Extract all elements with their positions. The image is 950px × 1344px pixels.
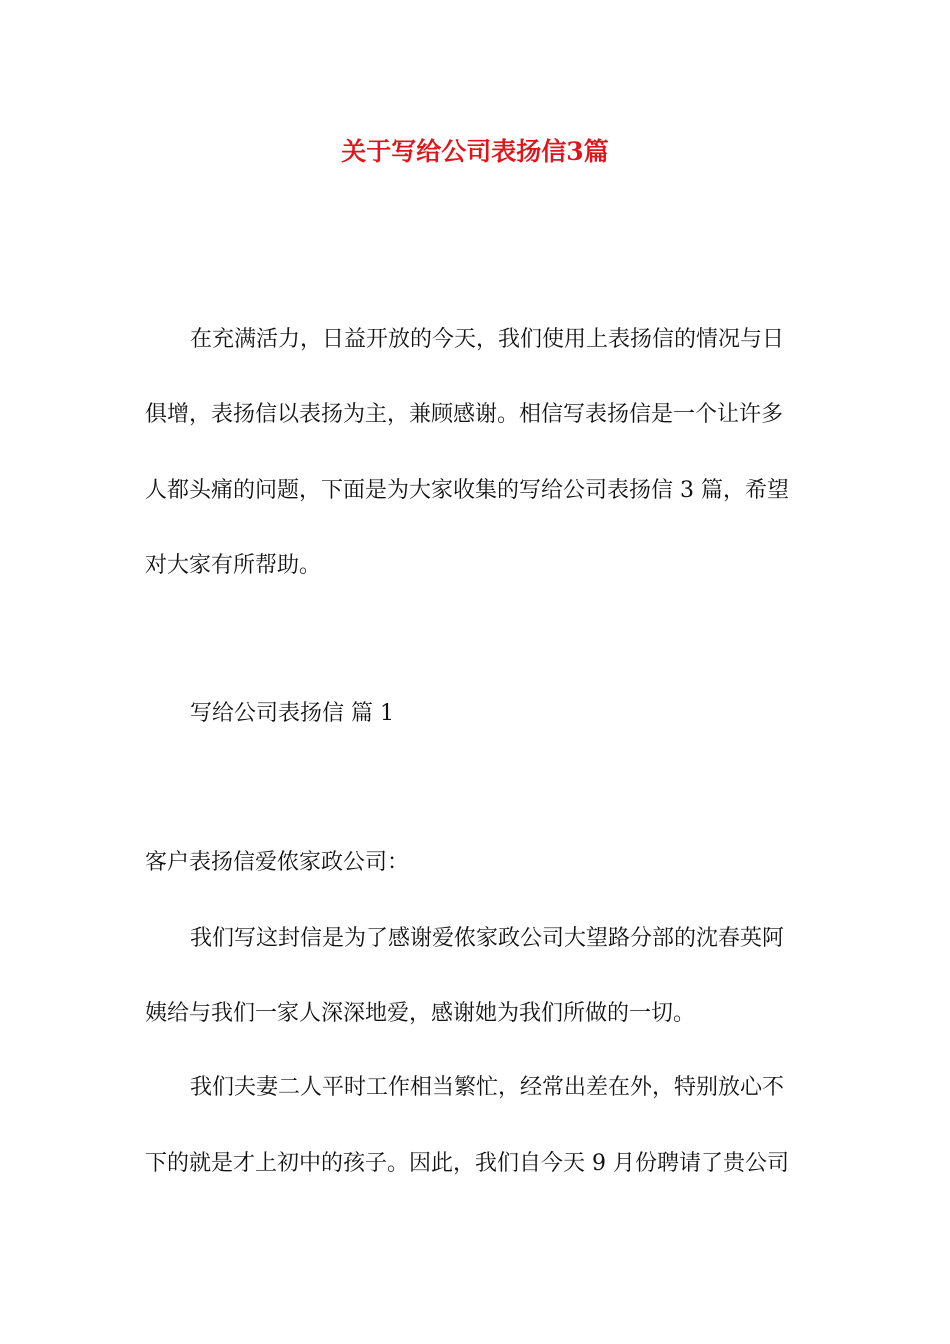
salutation: 客户表扬信爱侬家政公司： bbox=[145, 850, 410, 875]
intro-line-3: 人都头痛的问题，下面是为大家收集的写给公司表扬信 3 篇，希望 bbox=[145, 478, 789, 503]
body-line-2: 姨给与我们一家人深深地爱，感谢她为我们所做的一切。 bbox=[145, 1001, 696, 1026]
body-line-4: 下的就是才上初中的孩子。因此，我们自今天 9 月份聘请了贵公司 bbox=[145, 1151, 789, 1176]
body-line-1: 我们写这封信是为了感谢爱侬家政公司大望路分部的沈春英阿 bbox=[190, 926, 785, 951]
intro-line-2: 俱增，表扬信以表扬为主，兼顾感谢。相信写表扬信是一个让许多 bbox=[145, 402, 784, 427]
intro-line-4: 对大家有所帮助。 bbox=[145, 553, 322, 578]
intro-line-1: 在充满活力，日益开放的今天，我们使用上表扬信的情况与日 bbox=[190, 327, 785, 352]
body-line-3: 我们夫妻二人平时工作相当繁忙，经常出差在外，特别放心不 bbox=[190, 1075, 785, 1100]
document-title: 关于写给公司表扬信3篇 bbox=[341, 137, 609, 166]
section-heading: 写给公司表扬信 篇 1 bbox=[190, 701, 394, 726]
